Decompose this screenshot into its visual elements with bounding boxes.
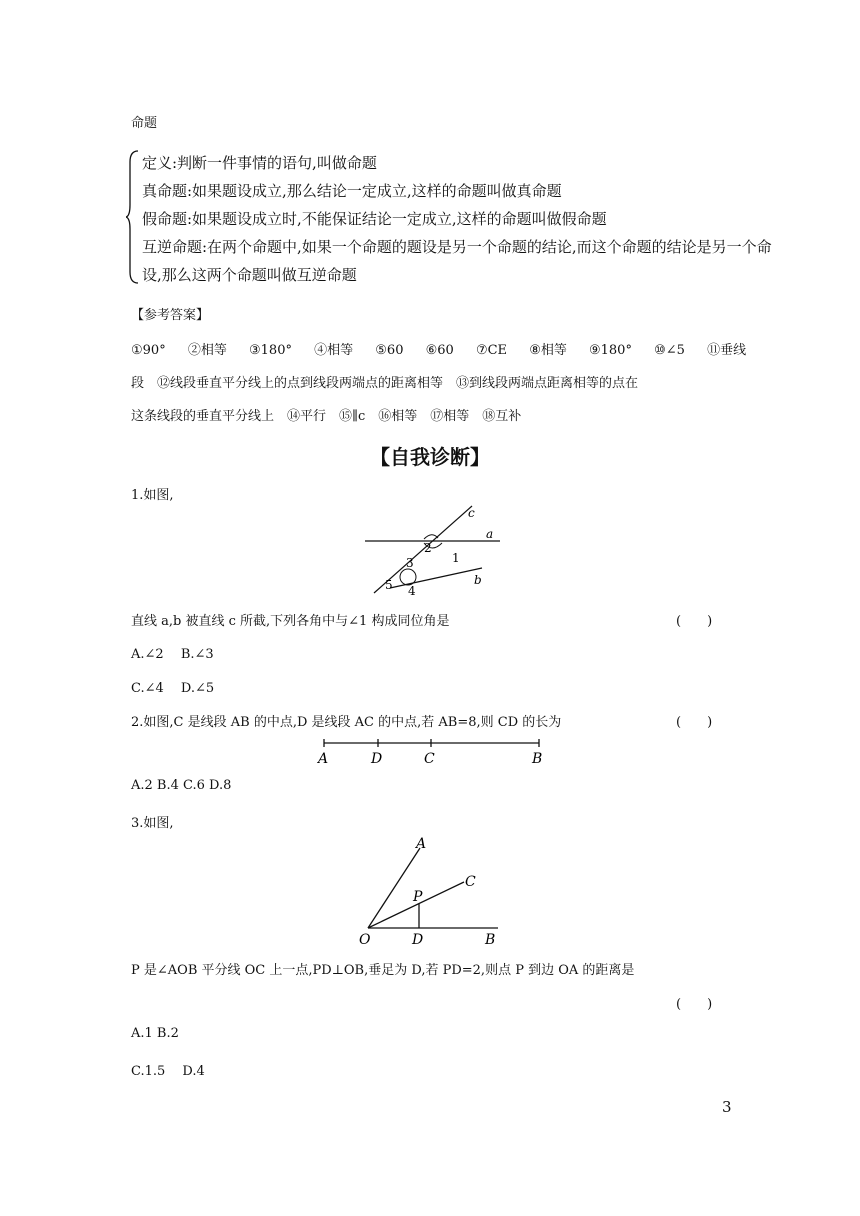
page-number: 3 <box>722 1098 732 1116</box>
section-title: 【自我诊断】 <box>370 445 490 469</box>
answer-item: ⑤60 <box>375 343 404 358</box>
q3-answer-paren: ( ) <box>676 997 713 1012</box>
answer-item: ⑧相等 <box>529 343 567 358</box>
answer-item: ②相等 <box>187 343 227 358</box>
label-C: C <box>424 751 435 767</box>
label-O: O <box>359 932 371 948</box>
q3-options-1: A.1 B.2 <box>131 1026 179 1041</box>
definition-item: 真命题:如果题设成立,那么结论一定成立,这样的命题叫做真命题 <box>142 182 562 200</box>
label-b: b <box>474 573 482 587</box>
answer-item: ④相等 <box>314 343 354 358</box>
label-C: C <box>465 874 476 890</box>
q3-figure <box>352 832 512 948</box>
label-A: A <box>416 836 427 852</box>
label-P: P <box>413 889 423 905</box>
q3-stem: P 是∠AOB 平分线 OC 上一点,PD⊥OB,垂足为 D,若 PD=2,则点 P 到边 OA 的距离是 <box>131 963 635 978</box>
reference-answer-label: 【参考答案】 <box>131 308 210 323</box>
curly-brace <box>126 150 140 285</box>
definition-item: 定义:判断一件事情的语句,叫做命题 <box>142 154 377 172</box>
q1-intro: 1.如图, <box>131 488 174 503</box>
answer-item: ①90° <box>131 343 166 358</box>
answers-line-1 <box>131 339 746 358</box>
q1-options-2: C.∠4 D.∠5 <box>131 681 215 696</box>
q1-answer-paren: ( ) <box>676 614 713 629</box>
q2-answer-paren: ( ) <box>676 715 713 730</box>
q1-figure <box>360 505 510 597</box>
q3-intro: 3.如图, <box>131 816 174 831</box>
angle-label-3: 3 <box>406 556 414 570</box>
topic-title: 命题 <box>131 116 158 131</box>
answer-item: ③180° <box>249 343 292 358</box>
answer-item: ⑥60 <box>425 343 454 358</box>
angle-label-2: 2 <box>424 541 432 555</box>
label-c: c <box>468 506 475 520</box>
answers-line-2: 段 ⑫线段垂直平分线上的点到线段两端点的距离相等 ⑬到线段两端点距离相等的点在 <box>131 376 639 391</box>
answers-line-3: 这条线段的垂直平分线上 ⑭平行 ⑮∥c ⑯相等 ⑰相等 ⑱互补 <box>131 409 522 424</box>
q1-options-1: A.∠2 B.∠3 <box>131 647 214 662</box>
answer-item: ⑩∠5 <box>654 343 685 358</box>
angle-arc-3 <box>400 569 416 585</box>
q2-figure <box>310 735 550 769</box>
definition-item: 假命题:如果题设成立时,不能保证结论一定成立,这样的命题叫做假命题 <box>142 210 607 228</box>
q3-options-2: C.1.5 D.4 <box>131 1064 205 1079</box>
label-B: B <box>485 932 496 948</box>
label-D: D <box>371 751 383 767</box>
answer-item: ⑨180° <box>588 343 632 358</box>
answer-item: ⑦CE <box>475 343 508 358</box>
label-B: B <box>532 751 543 767</box>
answer-item: ⑪垂线 <box>707 343 747 358</box>
definition-list <box>142 152 860 287</box>
definition-item: 互逆命题:在两个命题中,如果一个命题的题设是另一个命题的结论,而这个命题的结论是另一个命 <box>142 238 772 256</box>
label-D: D <box>412 932 424 948</box>
label-a: a <box>486 527 494 541</box>
angle-label-5: 5 <box>385 578 393 592</box>
label-A: A <box>318 751 329 767</box>
angle-label-1: 1 <box>452 551 460 565</box>
angle-label-4: 4 <box>408 584 416 597</box>
line-b <box>390 568 482 588</box>
q2-stem: 2.如图,C 是线段 AB 的中点,D 是线段 AC 的中点,若 AB=8,则 CD 的长为 <box>131 715 562 730</box>
definition-item: 设,那么这两个命题叫做互逆命题 <box>142 266 357 284</box>
q1-stem: 直线 a,b 被直线 c 所截,下列各角中与∠1 构成同位角是 <box>131 614 450 629</box>
q2-options: A.2 B.4 C.6 D.8 <box>131 778 232 793</box>
